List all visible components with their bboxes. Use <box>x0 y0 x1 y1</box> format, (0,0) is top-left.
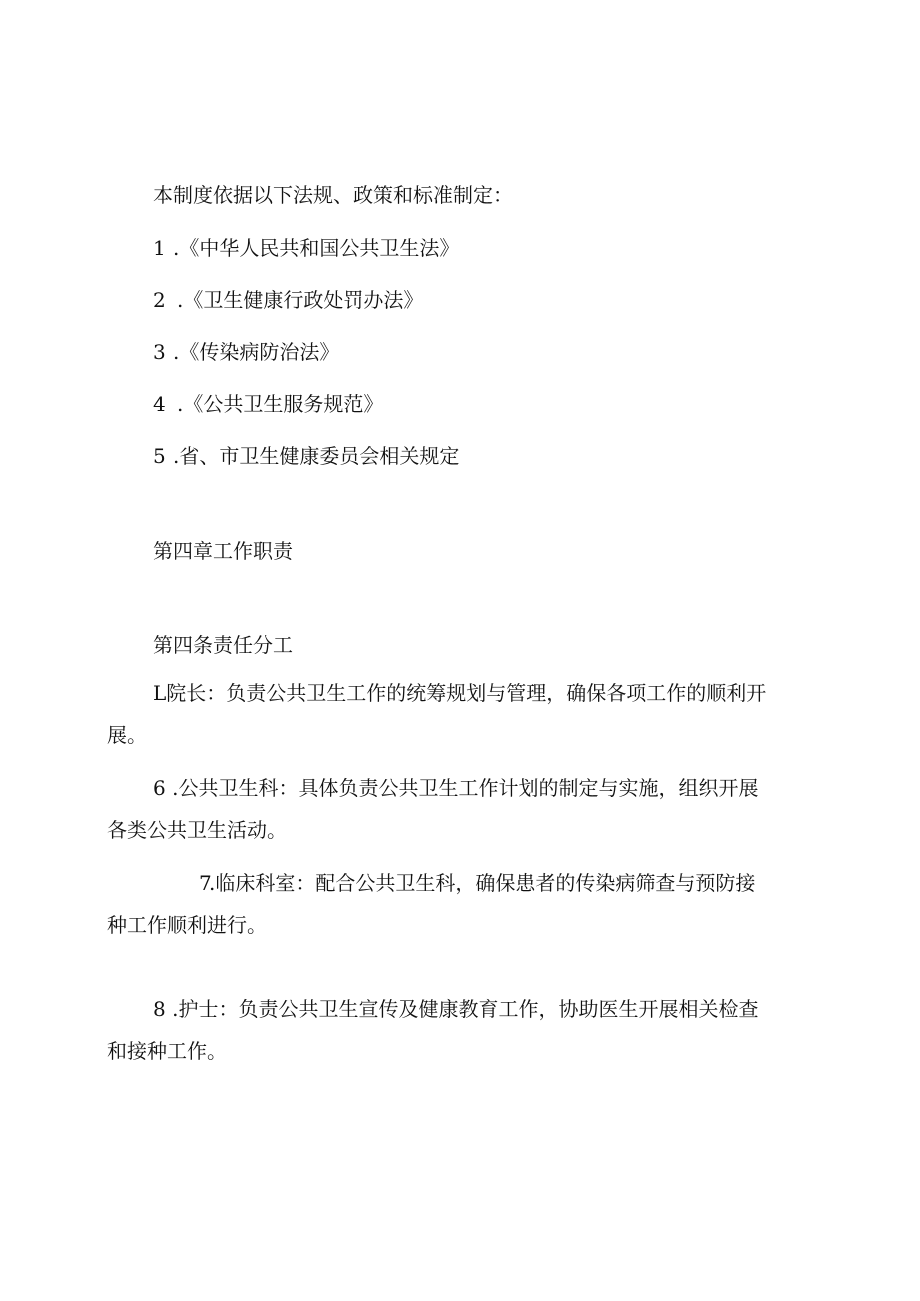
basis-item <box>153 390 383 418</box>
intro-text: 本制度依据以下法规、政策和标准制定： <box>153 183 513 207</box>
basis-item-number: 2 <box>153 288 166 312</box>
basis-item <box>153 286 423 314</box>
basis-item <box>153 442 459 470</box>
basis-item-number: 3 <box>153 340 166 364</box>
basis-item-text: .《卫生健康行政处罚办法》 <box>177 288 424 312</box>
basis-item-text: .《公共卫生服务规范》 <box>177 392 384 416</box>
basis-item-number: 5 <box>153 444 166 468</box>
duty-line-1: 6 .公共卫生科：具体负责公共卫生工作计划的制定与实施，组织开展 <box>153 776 759 800</box>
basis-item-text: .《传染病防治法》 <box>173 340 340 364</box>
basis-item-text: .《中华人民共和国公共卫生法》 <box>173 236 460 260</box>
duty-paragraph <box>107 672 815 756</box>
basis-item <box>153 234 459 262</box>
basis-item-number: 1 <box>153 236 166 260</box>
basis-item <box>153 338 339 366</box>
basis-item-text: .省、市卫生健康委员会相关规定 <box>173 444 460 468</box>
duty-paragraph <box>107 767 815 851</box>
duty-line-1-text: .临床科室：配合公共卫生科，确保患者的传染病筛查与预防接 <box>209 871 756 895</box>
duty-line-1: L院长：负责公共卫生工作的统筹规划与管理，确保各项工作的顺利开 <box>153 681 767 705</box>
duty-line-2: 各类公共卫生活动。 <box>107 818 287 842</box>
duty-paragraph <box>107 988 815 1072</box>
duty-line-1 <box>107 862 815 904</box>
article-title: 第四条责任分工 <box>153 633 293 657</box>
duty-line-2: 种工作顺利进行。 <box>107 913 267 937</box>
duty-line-2: 展。 <box>107 723 147 747</box>
basis-item-number: 4 <box>153 392 166 416</box>
duty-line-1: 8 .护士：负责公共卫生宣传及健康教育工作，协助医生开展相关检查 <box>153 997 759 1021</box>
chapter-title: 第四章工作职责 <box>153 539 293 563</box>
duty-paragraph <box>107 862 815 946</box>
duty-number: 7 <box>199 871 212 895</box>
duty-line-2: 和接种工作。 <box>107 1039 227 1063</box>
